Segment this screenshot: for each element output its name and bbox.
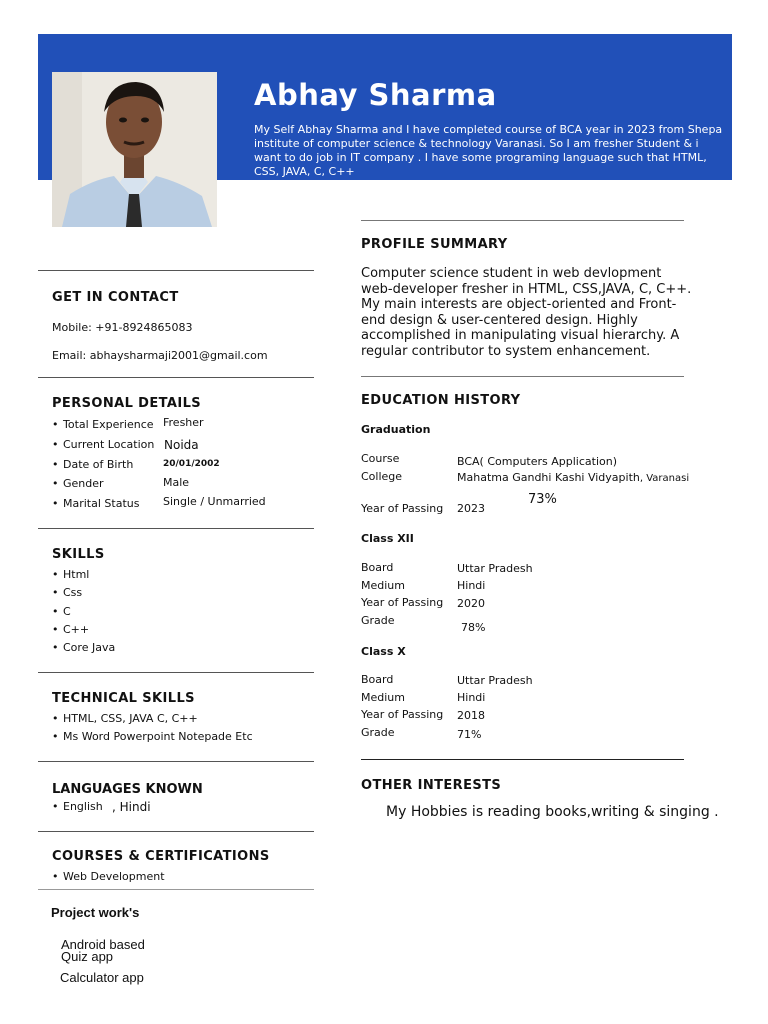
- personal-label-dob: • Date of Birth: [63, 458, 133, 471]
- divider: [38, 528, 314, 529]
- contact-mobile: Mobile: +91-8924865083: [52, 321, 193, 334]
- skill-item: • C: [63, 605, 71, 618]
- personal-label-location: • Current Location: [63, 438, 154, 451]
- profile-text: Computer science student in web devlopment web-developer fresher in HTML, CSS,JAVA, C, C++. My main interests are object-oriented and Front-end design & user-centered design. Highly accomplished in manipulating visual hierarchy. A regular contributor to system enhancement.: [361, 266, 692, 359]
- intro-text: My Self Abhay Sharma and I have completed course of BCA year in 2023 from Shepa institute of computer science & technology Varanasi. So I am fresher Student & i want to do job in IT company . I have some programing language such that HTML, CSS, JAVA, C, C++: [254, 123, 723, 178]
- divider: [361, 759, 684, 760]
- x-grade: 71%: [457, 728, 482, 741]
- divider: [38, 889, 314, 890]
- graduation-grade: 73%: [528, 492, 557, 507]
- graduation-course-label: Course: [361, 452, 400, 465]
- skill-item: • Html: [63, 568, 89, 581]
- divider: [38, 270, 314, 271]
- xii-grade-label: Grade: [361, 614, 395, 627]
- x-board: Uttar Pradesh: [457, 674, 533, 687]
- person-photo-icon: [52, 72, 217, 227]
- x-medium-label: Medium: [361, 691, 405, 704]
- project-item: Calculator app: [60, 970, 144, 985]
- profile-title: PROFILE SUMMARY: [361, 237, 508, 252]
- divider: [38, 377, 314, 378]
- technical-title: TECHNICAL SKILLS: [52, 691, 195, 706]
- skill-item: • C++: [63, 623, 89, 636]
- personal-title: PERSONAL DETAILS: [52, 396, 202, 411]
- college-name: Mahatma Gandhi Kashi Vidyapith: [457, 471, 640, 484]
- personal-label-gender: • Gender: [63, 477, 104, 490]
- personal-value-experience: Fresher: [163, 416, 204, 429]
- divider: [38, 761, 314, 762]
- candidate-name: Abhay Sharma: [254, 78, 497, 112]
- xii-medium: Hindi: [457, 579, 486, 592]
- graduation-college: [457, 471, 689, 484]
- graduation-year: 2023: [457, 502, 485, 515]
- x-grade-label: Grade: [361, 726, 395, 739]
- contact-email: Email: abhaysharmaji2001@gmail.com: [52, 349, 268, 362]
- project-item: Quiz app: [61, 949, 114, 964]
- xii-year-label: Year of Passing: [361, 596, 444, 609]
- graduation-course: BCA( Computers Application): [457, 455, 618, 468]
- language-item: • English: [63, 800, 103, 813]
- xii-title: Class XII: [361, 532, 414, 545]
- divider: [361, 220, 684, 221]
- college-city: , Varanasi: [639, 473, 690, 484]
- skill-item: • Core Java: [63, 641, 115, 654]
- personal-value-dob: 20/01/2002: [163, 459, 220, 469]
- personal-label-marital: • Marital Status: [63, 497, 139, 510]
- xii-grade: 78%: [461, 621, 486, 634]
- graduation-year-label: Year of Passing: [361, 502, 444, 515]
- graduation-college-label: College: [361, 470, 403, 483]
- courses-title: COURSES & CERTIFICATIONS: [52, 849, 270, 864]
- profile-photo: [52, 72, 217, 227]
- skill-item: • Css: [63, 586, 82, 599]
- personal-label-experience: • Total Experience: [63, 418, 154, 431]
- interests-text: My Hobbies is reading books,writing & singing .: [386, 804, 719, 820]
- xii-board-label: Board: [361, 561, 394, 574]
- personal-value-gender: Male: [163, 476, 190, 489]
- divider: [361, 376, 684, 377]
- course-item: • Web Development: [63, 870, 165, 883]
- graduation-title: Graduation: [361, 423, 431, 436]
- personal-value-location: Noida: [164, 438, 199, 452]
- xii-year: 2020: [457, 597, 485, 610]
- xii-medium-label: Medium: [361, 579, 405, 592]
- technical-item: • HTML, CSS, JAVA C, C++: [63, 712, 198, 725]
- contact-title: GET IN CONTACT: [52, 290, 179, 305]
- x-medium: Hindi: [457, 691, 486, 704]
- education-title: EDUCATION HISTORY: [361, 393, 521, 408]
- x-board-label: Board: [361, 673, 394, 686]
- languages-title: LANGUAGES KNOWN: [52, 782, 203, 797]
- interests-title: OTHER INTERESTS: [361, 778, 502, 793]
- x-year-label: Year of Passing: [361, 708, 444, 721]
- personal-value-marital: Single / Unmarried: [163, 495, 266, 508]
- project-item: Android based: [61, 937, 145, 952]
- divider: [38, 831, 314, 832]
- xii-board: Uttar Pradesh: [457, 562, 533, 575]
- language-item: , Hindi: [112, 800, 151, 814]
- technical-item: • Ms Word Powerpoint Notepade Etc: [63, 730, 253, 743]
- projects-title: Project work's: [51, 905, 140, 920]
- divider: [38, 672, 314, 673]
- x-title: Class X: [361, 645, 406, 658]
- x-year: 2018: [457, 709, 485, 722]
- skills-title: SKILLS: [52, 547, 105, 562]
